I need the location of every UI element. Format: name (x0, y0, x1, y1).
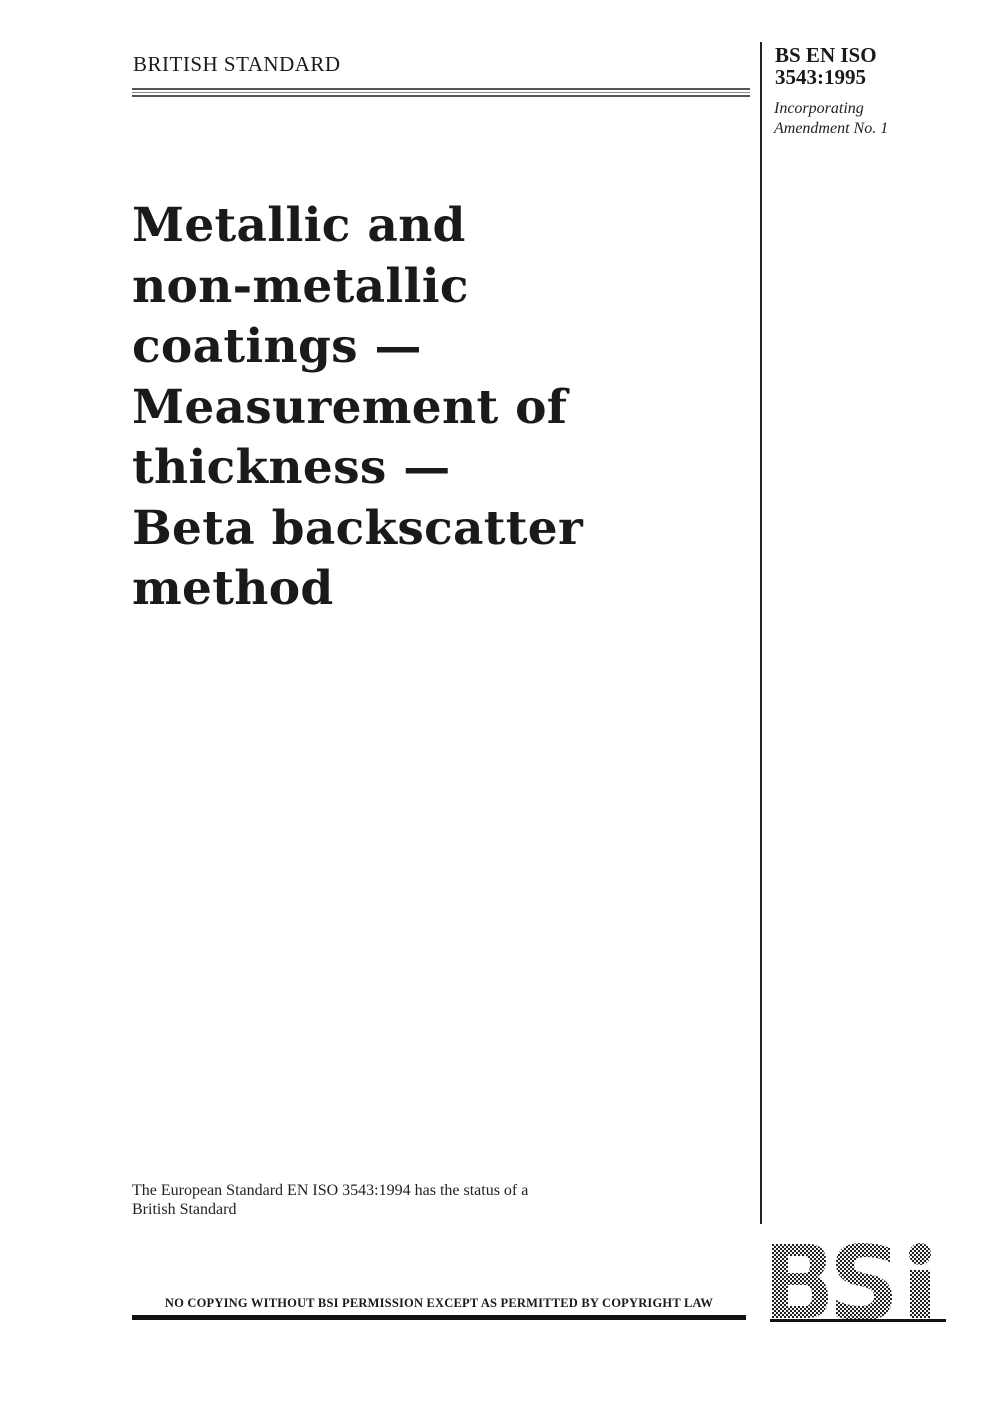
title-line: Beta backscatter (132, 500, 584, 556)
standard-number-line1: BS EN ISO (775, 43, 877, 67)
title-line: thickness — (132, 440, 451, 495)
amendment-line2: Amendment No. 1 (774, 120, 889, 137)
vertical-divider (760, 42, 762, 1224)
header-rule (132, 88, 750, 99)
status-note-line1: The European Standard EN ISO 3543:1994 has the status of a (132, 1182, 529, 1199)
document-title (132, 196, 742, 620)
standard-number-line2: 3543:1995 (775, 65, 866, 89)
standard-number (775, 44, 877, 88)
status-note (132, 1181, 692, 1219)
copyright-notice: NO COPYING WITHOUT BSI PERMISSION EXCEPT AS PERMITTED BY COPYRIGHT LAW (164, 1296, 714, 1310)
title-line: non-metallic (132, 258, 469, 314)
footer-rule (132, 1315, 746, 1320)
title-line: Measurement of (132, 379, 568, 435)
header-label: BRITISH STANDARD (133, 52, 341, 76)
title-line: method (132, 561, 334, 616)
bsi-logo (770, 1242, 946, 1322)
title-line: Metallic and (132, 198, 466, 253)
title-line: coatings — (132, 319, 422, 374)
amendment-note (774, 99, 888, 139)
status-note-line2: British Standard (132, 1201, 237, 1218)
amendment-line1: Incorporating (774, 100, 864, 117)
